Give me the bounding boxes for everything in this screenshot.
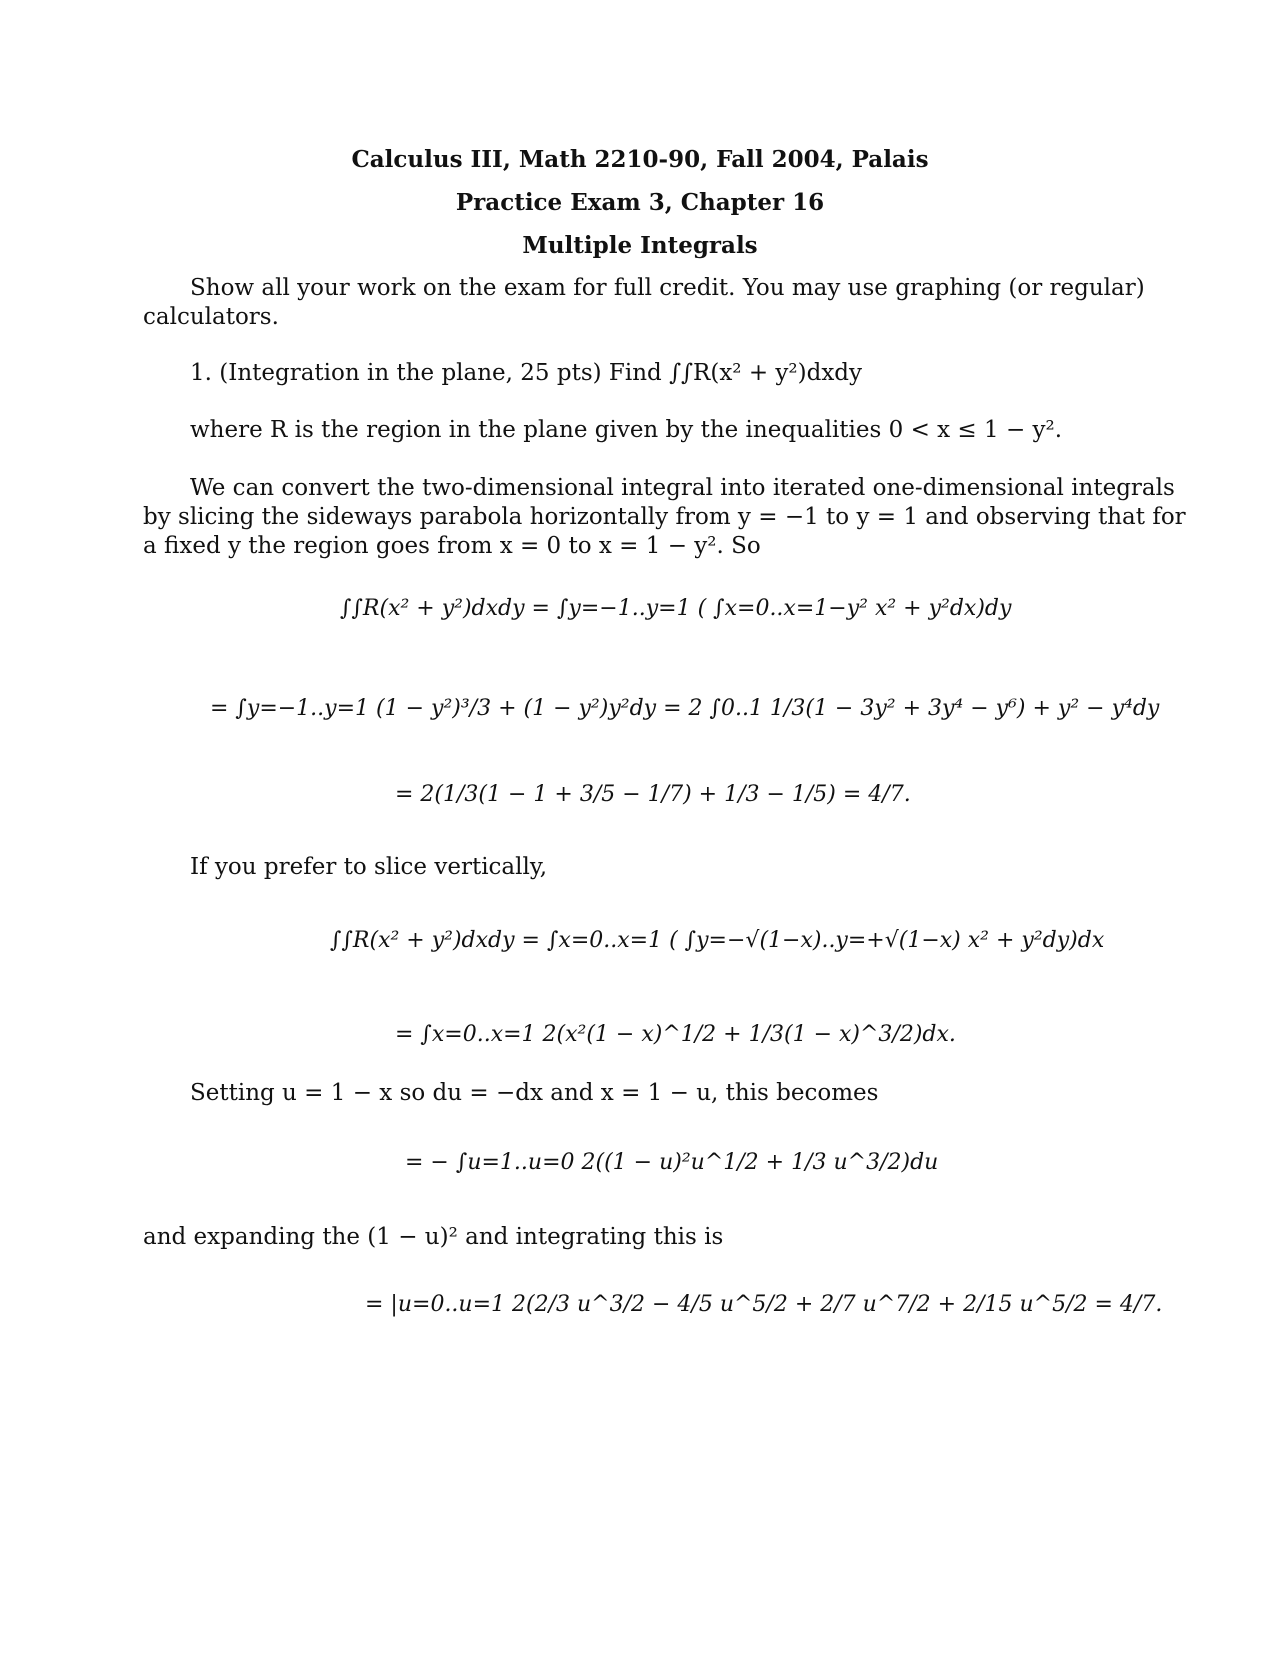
substitution-text: Setting u = 1 − x so du = −dx and x = 1 − u, this becomes	[190, 1080, 879, 1106]
equation-3: = 2(1/3(1 − 1 + 3/5 − 1/7) + 1/3 − 1/5) = 4/7.	[395, 782, 911, 807]
intro-line-2: calculators.	[143, 304, 279, 330]
intro-line-1: Show all your work on the exam for full credit. You may use graphing (or regular)	[190, 275, 1145, 301]
equation-7: = |u=0..u=1 2(2/3 u^3/2 − 4/5 u^5/2 + 2/7 u^7/2 + 2/15 u^5/2 = 4/7.	[365, 1292, 1163, 1317]
expand-text: and expanding the (1 − u)² and integrating this is	[143, 1224, 724, 1250]
equation-4: ∫∫R(x² + y²)dxdy = ∫x=0..x=1 ( ∫y=−√(1−x)..y=+√(1−x) x² + y²dy)dx	[330, 928, 1105, 953]
explain-line-3: a fixed y the region goes from x = 0 to x = 1 − y². So	[143, 533, 761, 559]
problem-1-statement: 1. (Integration in the plane, 25 pts) Find ∫∫R(x² + y²)dxdy	[190, 360, 863, 386]
equation-5: = ∫x=0..x=1 2(x²(1 − x)^1/2 + 1/3(1 − x)^3/2)dx.	[395, 1022, 956, 1047]
vertical-intro: If you prefer to slice vertically,	[190, 854, 548, 880]
title-topic: Multiple Integrals	[522, 232, 758, 259]
title-course: Calculus III, Math 2210-90, Fall 2004, Palais	[351, 146, 929, 173]
title-exam: Practice Exam 3, Chapter 16	[455, 189, 825, 216]
equation-1: ∫∫R(x² + y²)dxdy = ∫y=−1..y=1 ( ∫x=0..x=1−y² x² + y²dx)dy	[340, 596, 1012, 621]
explain-line-1: We can convert the two-dimensional integral into iterated one-dimensional integrals	[190, 475, 1175, 501]
equation-2: = ∫y=−1..y=1 (1 − y²)³/3 + (1 − y²)y²dy = 2 ∫0..1 1/3(1 − 3y² + 3y⁴ − y⁶) + y² − y⁴dy	[210, 696, 1160, 721]
equation-6: = − ∫u=1..u=0 2((1 − u)²u^1/2 + 1/3 u^3/2)du	[405, 1150, 939, 1175]
explain-line-2: by slicing the sideways parabola horizontally from y = −1 to y = 1 and observing that for	[143, 504, 1186, 530]
problem-1-region: where R is the region in the plane given by the inequalities 0 < x ≤ 1 − y².	[190, 417, 1063, 443]
